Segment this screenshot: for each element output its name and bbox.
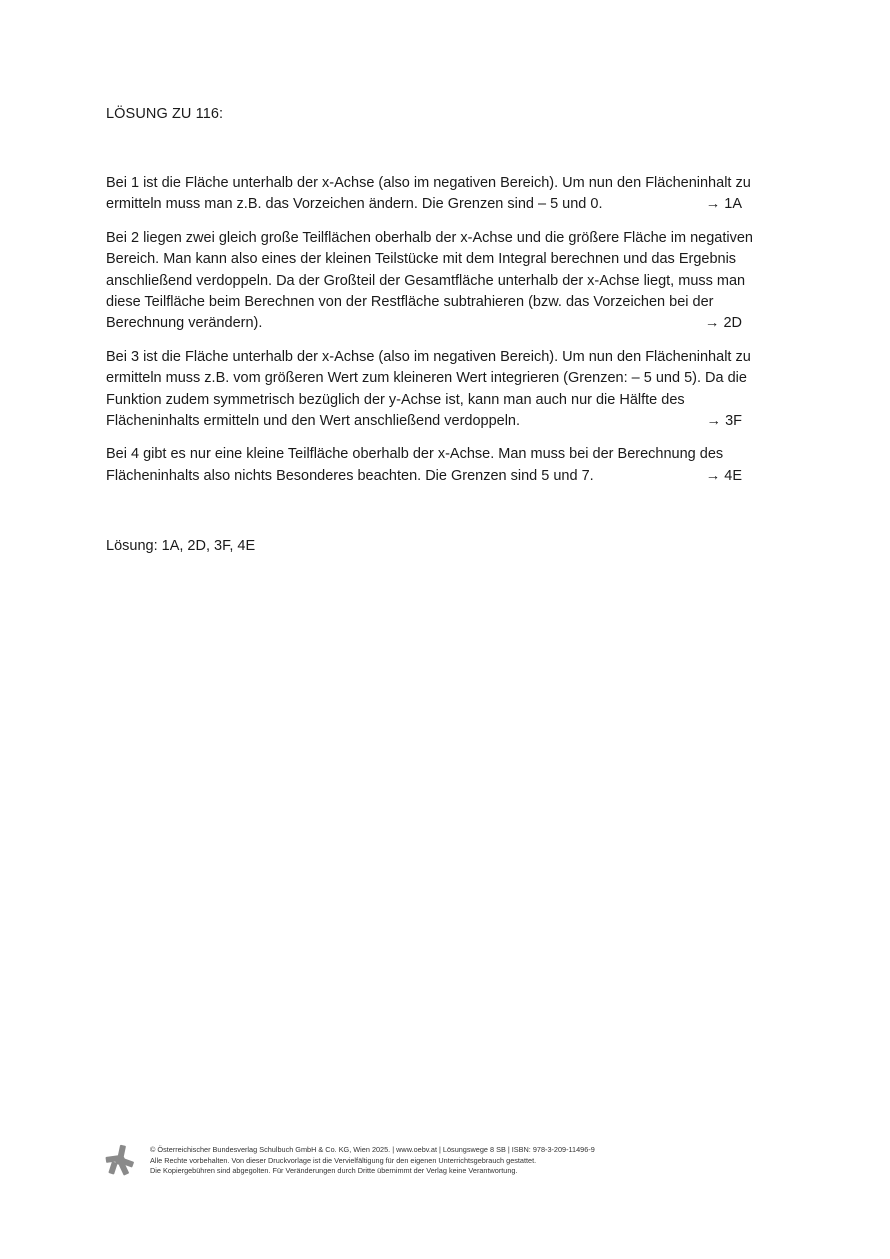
explanation-paragraph-1 [106,173,786,216]
explanation-text-3: Bei 3 ist die Fläche unterhalb der x-Achse (also im negativen Bereich). Um nun den Flächeninhalt zu ermitteln muss z.B. vom größeren Wert zum kleineren Wert integrieren (Grenzen: – 5 und 5). Da die Funktion zudem symmetrisch bezüglich der y-Achse ist, kann man auch nur die Hälfte des Flächeninhalts ermitteln und den Wert anschließend verdoppeln. [106,348,751,430]
footer-line-1: © Österreichischer Bundesverlag Schulbuch GmbH & Co. KG, Wien 2025. | www.oebv.at | Lösungswege 8 SB | ISBN: 978-3-209-11496-9 [150,1145,595,1154]
oebv-logo-icon [104,1144,136,1176]
answer-label-4: → 4E [705,467,742,484]
explanation-text-1: Bei 1 ist die Fläche unterhalb der x-Achse (also im negativen Bereich). Um nun den Flächeninhalt zu ermitteln muss man z.B. das Vorzeichen ändern. Die Grenzen sind – 5 und 0. [106,175,751,213]
answer-label-3: → 3F [706,413,742,430]
page-heading: LÖSUNG ZU 116: [106,106,224,122]
footer-line-3: Die Kopiergebühren sind abgegolten. Für Veränderungen durch Dritte übernimmt der Verlag keine Verantwortung. [150,1166,518,1176]
explanation-paragraph-2 [106,228,786,335]
footer [104,1142,804,1182]
explanation-paragraph-3 [106,347,786,433]
explanation-paragraph-4 [106,444,786,487]
solution-summary: Lösung: 1A, 2D, 3F, 4E [106,538,256,554]
explanation-text-4: Bei 4 gibt es nur eine kleine Teilfläche oberhalb der x-Achse. Man muss bei der Berechnung des Flächeninhalts also nichts Besonderes beachten. Die Grenzen sind 5 und 7. [106,446,724,484]
footer-copyright [150,1145,595,1177]
answer-label-1: → 1A [705,196,742,213]
answer-label-2: → 2D [704,315,742,332]
explanation-text-2: Bei 2 liegen zwei gleich große Teilflächen oberhalb der x-Achse und die größere Fläche im negativen Bereich. Man kann also eines der kleinen Teilstücke mit dem Integral berechnen und das Ergebnis anschließend verdoppeln. Da der Großteil der Gesamtfläche unterhalb der x-Achse liegt, muss man diese Teilfläche beim Berechnen von der Restfläche subtrahieren (bzw. das Vorzeichen bei der Berechnung verändern). [106,229,753,332]
footer-line-2: Alle Rechte vorbehalten. Von dieser Druckvorlage ist die Vervielfältigung für den eigenen Unterrichtsgebrauch gestattet. [150,1155,537,1165]
solution-explanations [106,173,786,499]
